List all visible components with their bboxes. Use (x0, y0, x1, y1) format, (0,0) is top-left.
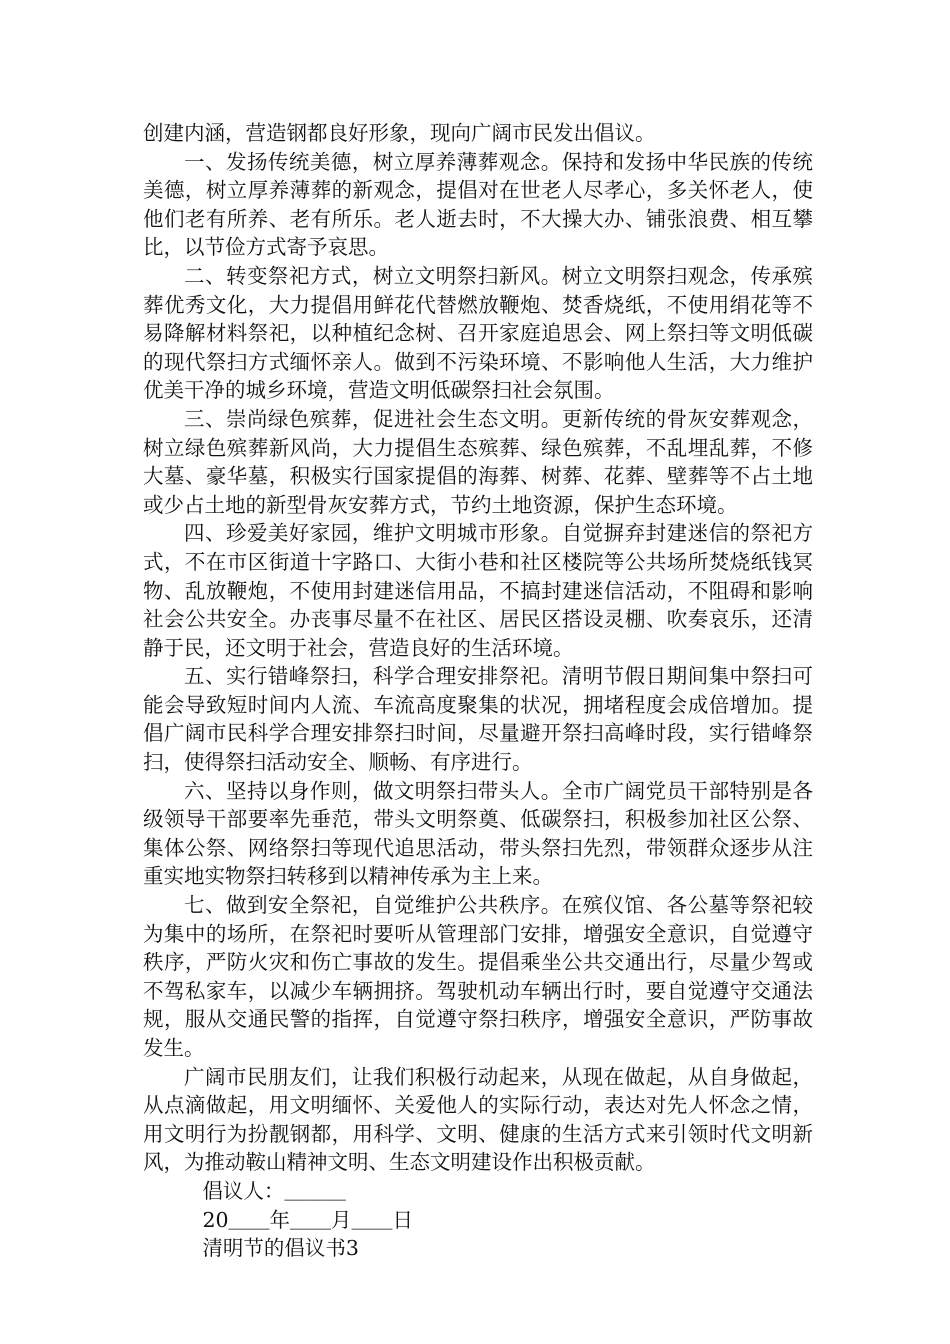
paragraph-item-6: 六、坚持以身作则，做文明祭扫带头人。全市广阔党员干部特别是各级领导干部要率先垂范，带头文明祭奠、低碳祭扫，积极参加社区公祭、集体公祭、网络祭扫等现代追思活动，带头祭扫先烈，带领群众逐步从注重实地实物祭扫转移到以精神传承为主上来。 (143, 778, 813, 889)
paragraph-closing: 广阔市民朋友们，让我们积极行动起来，从现在做起，从自身做起，从点滴做起，用文明缅怀、关爱他人的实际行动，表达对先人怀念之情，用文明行为扮靓钢都，用科学、文明、健康的生活方式来引领时代文明新风，为推动鞍山精神文明、生态文明建设作出积极贡献。 (143, 1064, 813, 1175)
paragraph-item-7: 七、做到安全祭祀，自觉维护公共秩序。在殡仪馆、各公墓等祭祀较为集中的场所，在祭祀时要听从管理部门安排，增强安全意识，自觉遵守秩序，严防火灾和伤亡事故的发生。提倡乘坐公共交通出行，尽量少驾或不驾私家车，以减少车辆拥挤。驾驶机动车辆出行时，要自觉遵守交通法规，服从交通民警的指挥，自觉遵守祭扫秩序，增强安全意识，严防事故发生。 (143, 893, 813, 1060)
paragraph-item-4: 四、珍爱美好家园，维护文明城市形象。自觉摒弃封建迷信的祭祀方式，不在市区街道十字路口、大街小巷和社区楼院等公共场所焚烧纸钱冥物、乱放鞭炮，不使用封建迷信用品，不搞封建迷信活动，不阻碍和影响社会公共安全。办丧事尽量不在社区、居民区搭设灵棚、吹奏哀乐，还清静于民，还文明于社会，营造良好的生活环境。 (143, 521, 813, 660)
next-section-heading: 清明节的倡议书3 (202, 1236, 359, 1261)
document-body (143, 119, 813, 1263)
paragraph-intro-continuation: 创建内涵，营造钢都良好形象，现向广阔市民发出倡议。 (143, 121, 656, 145)
paragraph-item-2: 二、转变祭祀方式，树立文明祭扫新风。树立文明祭扫观念，传承殡葬优秀文化，大力提倡用鲜花代替燃放鞭炮、焚香烧纸，不使用绢花等不易降解材料祭祀，以种植纪念树、召开家庭追思会、网上祭扫等文明低碳的现代祭扫方式缅怀亲人。做到不污染环境、不影响他人生活，大力维护优美干净的城乡环境，营造文明低碳祭扫社会氛围。 (143, 263, 813, 403)
signature-line: 倡议人：＿＿＿ (202, 1178, 346, 1203)
paragraph-item-1: 一、发扬传统美德，树立厚养薄葬观念。保持和发扬中华民族的传统美德，树立厚养薄葬的新观念，提倡对在世老人尽孝心，多关怀老人，使他们老有所养、老有所乐。老人逝去时，不大操大办、铺张浪费、相互攀比，以节俭方式寄予哀思。 (143, 149, 813, 260)
paragraph-item-5: 五、实行错峰祭扫，科学合理安排祭祀。清明节假日期间集中祭扫可能会导致短时间内人流、车流高度聚集的状况，拥堵程度会成倍增加。提倡广阔市民科学合理安排祭扫时间，尽量避开祭扫高峰时段，实行错峰祭扫，使得祭扫活动安全、顺畅、有序进行。 (143, 664, 813, 775)
paragraph-item-3: 三、崇尚绿色殡葬，促进社会生态文明。更新传统的骨灰安葬观念，树立绿色殡葬新风尚，大力提倡生态殡葬、绿色殡葬，不乱埋乱葬，不修大墓、豪华墓，积极实行国家提倡的海葬、树葬、花葬、壁葬等不占土地或少占土地的新型骨灰安葬方式，节约土地资源，保护生态环境。 (143, 406, 813, 517)
date-line: 20＿＿年＿＿月＿＿日 (202, 1207, 414, 1232)
